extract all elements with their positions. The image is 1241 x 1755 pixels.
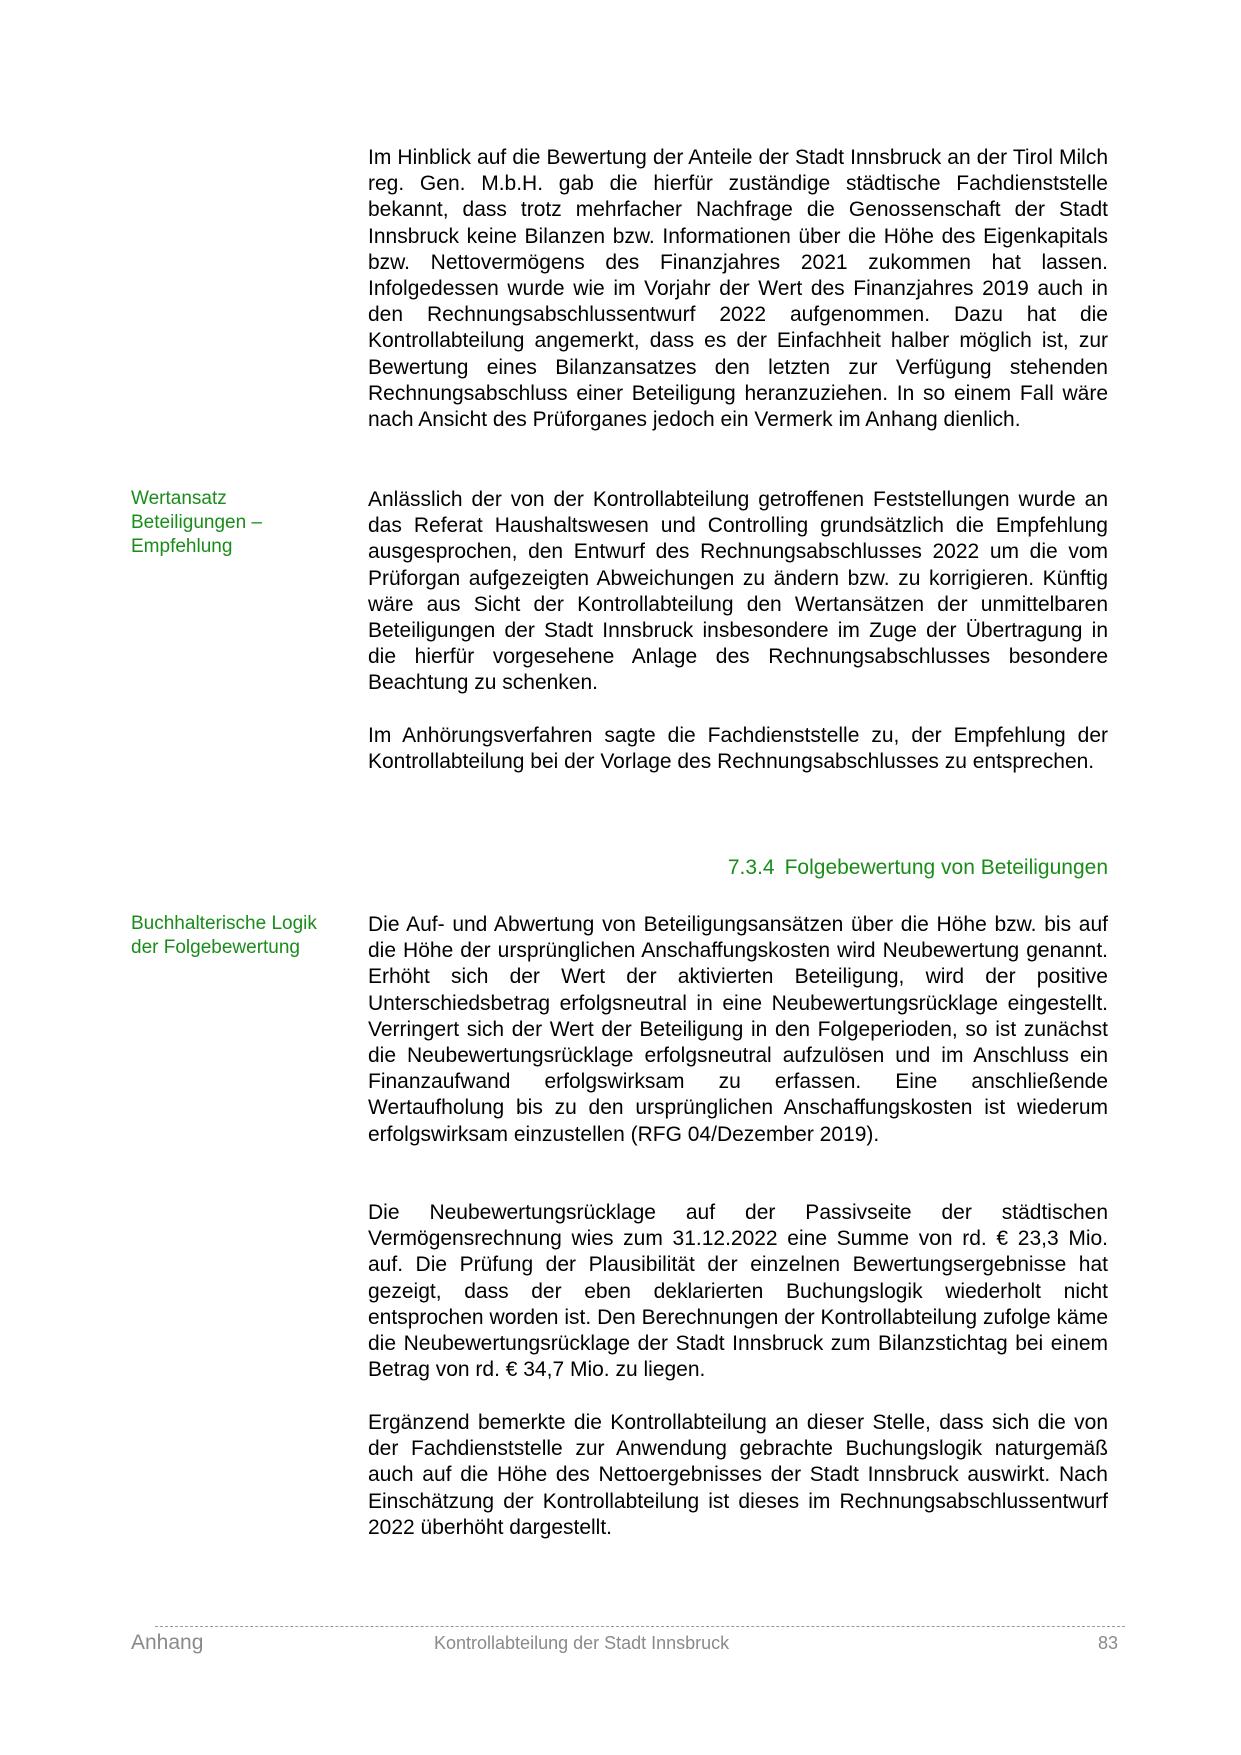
paragraph-neubewertungsruecklage: Die Neubewertungsrücklage auf der Passivseite der städtischen Vermögensrechnung wies zum 31.12.2022 eine Summe von rd. € 23,3 Mio. auf. Die Prüfung der Plausibilität der einzelnen Bewertungsergebnisse hat gezeigt, dass der eben deklarierten Buchungslogik wiederholt nicht entsprochen worden ist. Den Berechnungen der Kontrollabteilung zufolge käme die Neubewertungsrücklage der Stadt Innsbruck zum Bilanzstichtag bei einem Betrag von rd. € 34,7 Mio. zu liegen. bbox=[368, 1201, 1108, 1382]
margin-note-line: Empfehlung bbox=[131, 536, 233, 557]
section-title: Folgebewertung von Beteiligungen bbox=[784, 856, 1108, 879]
paragraph-anhoerung: Im Anhörungsverfahren sagte die Fachdienststelle zu, der Empfehlung der Kontrollabteilung bei der Vorlage des Rechnungsabschlusses zu entsprechen. bbox=[368, 724, 1108, 774]
section-number: 7.3.4 bbox=[727, 856, 775, 879]
footer-divider bbox=[155, 1626, 1125, 1627]
paragraph-tirol-milch: Im Hinblick auf die Bewertung der Anteile der Stadt Innsbruck an der Tirol Milch reg. Gen. M.b.H. gab die hierfür zuständige städtische Fachdienststelle bekannt, dass trotz mehrfacher Nachfrage die Genossenschaft der Stadt Innsbruck keine Bilanzen bzw. Informationen über die Höhe des Eigenkapitals bzw. Nettovermögens des Finanzjahres 2021 zukommen hat lassen. Infolgedessen wurde wie im Vorjahr der Wert des Finanzjahres 2019 auch in den Rechnungsabschlussentwurf 2022 aufgenommen. Dazu hat die Kontrollabteilung angemerkt, dass es der Einfachheit halber möglich ist, zur Bewertung eines Bilanzansatzes den letzten zur Verfügung stehenden Rechnungsabschluss einer Beteiligung heranzuziehen. In so einem Fall wäre nach Ansicht des Prüforganes jedoch ein Vermerk im Anhang dienlich. bbox=[368, 146, 1108, 432]
margin-note-line: Wertansatz bbox=[131, 488, 227, 509]
margin-note-line: Beteiligungen – bbox=[131, 512, 262, 533]
section-heading bbox=[728, 855, 1108, 881]
paragraph-neubewertung: Die Auf- und Abwertung von Beteiligungsansätzen über die Höhe bzw. bis auf die Höhe der ursprünglichen Anschaffungskosten wird Neubewertung genannt. Erhöht sich der Wert der aktivierten Beteiligung, wird der positive Unterschiedsbetrag erfolgsneutral in eine Neubewertungsrücklage eingestellt. Verringert sich der Wert der Beteiligung in den Folgeperioden, so ist zunächst die Neubewertungsrücklage erfolgsneutral aufzulösen und im Anschluss ein Finanzaufwand erfolgswirksam zu erfassen. Eine anschließende Wertaufholung bis zu den ursprünglichen Anschaffungskosten ist wiederum erfolgswirksam einzustellen (RFG 04/Dezember 2019). bbox=[368, 913, 1108, 1146]
paragraph-empfehlung: Anlässlich der von der Kontrollabteilung getroffenen Feststellungen wurde an das Referat Haushaltswesen und Controlling grundsätzlich die Empfehlung ausgesprochen, den Entwurf des Rechnungsabschlusses 2022 um die vom Prüforgan aufgezeigten Abweichungen zu ändern bzw. zu korrigieren. Künftig wäre aus Sicht der Kontrollabteilung den Wertansätzen der unmittelbaren Beteiligungen der Stadt Innsbruck insbesondere im Zuge der Übertragung in die hierfür vorgesehene Anlage des Rechnungsabschlusses besondere Beachtung zu schenken. bbox=[368, 488, 1108, 695]
margin-note-line: Buchhalterische Logik bbox=[131, 913, 317, 934]
margin-note-wertansatz bbox=[131, 487, 351, 559]
margin-note-line: der Folgebewertung bbox=[131, 937, 300, 958]
footer-section-label: Anhang bbox=[131, 1631, 204, 1654]
margin-note-buchhalterische-logik bbox=[131, 912, 351, 960]
paragraph-ergaenzend: Ergänzend bemerkte die Kontrollabteilung an dieser Stelle, dass sich die von der Fachdienststelle zur Anwendung gebrachte Buchungslogik naturgemäß auch auf die Höhe des Nettoergebnisses der Stadt Innsbruck auswirkt. Nach Einschätzung der Kontrollabteilung ist dieses im Rechnungsabschlussentwurf 2022 überhöht dargestellt. bbox=[368, 1411, 1108, 1539]
footer-organization: Kontrollabteilung der Stadt Innsbruck bbox=[434, 1633, 730, 1653]
page-number: 83 bbox=[1097, 1633, 1118, 1653]
